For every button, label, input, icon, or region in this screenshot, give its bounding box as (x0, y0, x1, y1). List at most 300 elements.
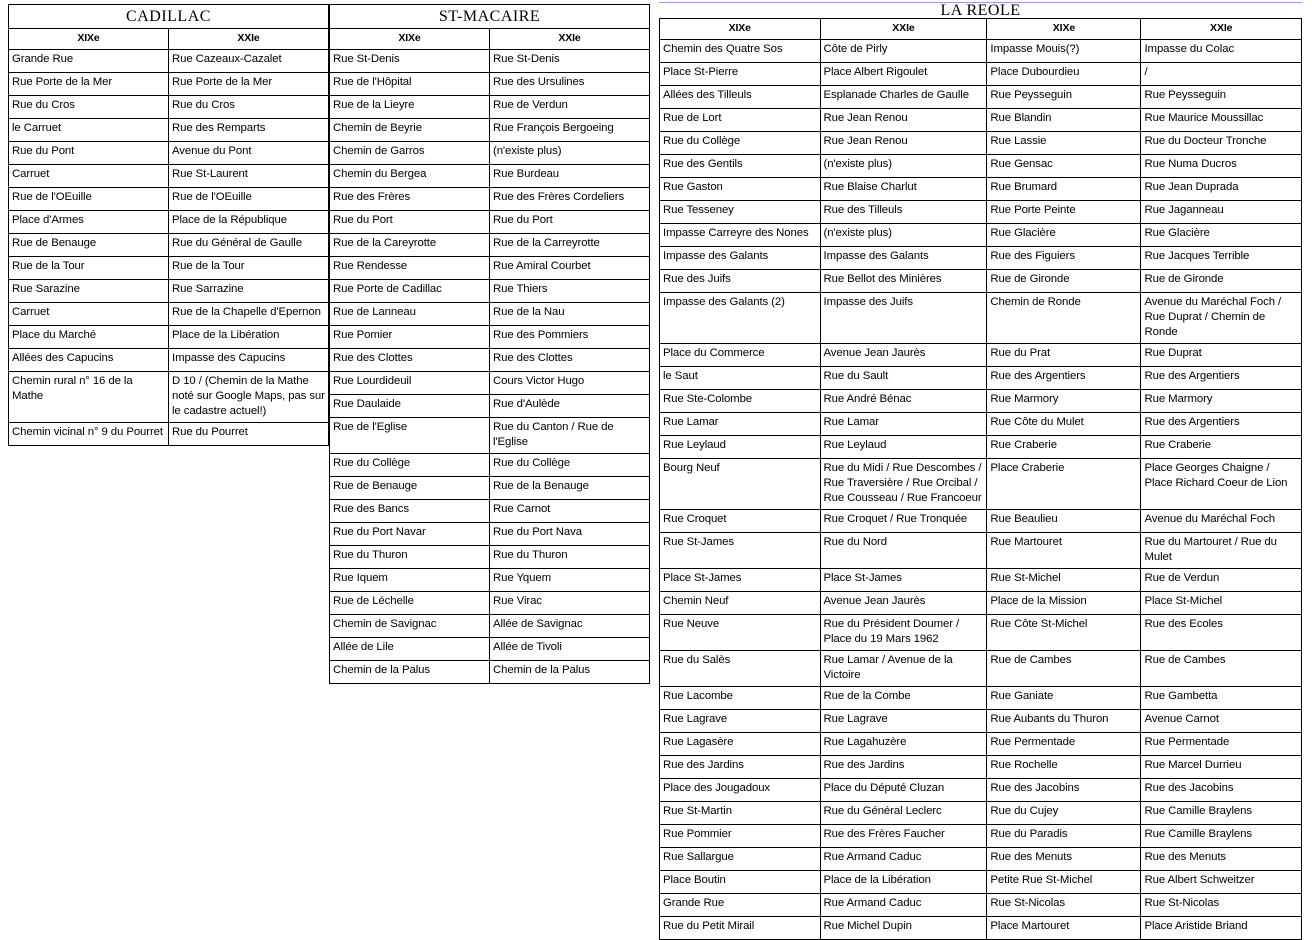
table-cell: Rue Rendesse (330, 257, 490, 280)
table-cell: Rue du Docteur Tronche (1141, 132, 1302, 155)
table-row (330, 349, 650, 372)
table-cell: Rue des Bancs (330, 500, 490, 523)
table-row (330, 395, 650, 418)
table-cell: Place Albert Rigoulet (820, 63, 987, 86)
st-macaire-panel (329, 4, 650, 684)
table-cell: Place Georges Chaigne / Place Richard Coeur de Lion (1141, 459, 1302, 510)
table-cell: Rue du Pont (9, 142, 169, 165)
table-cell: Impasse des Galants (660, 247, 821, 270)
table-cell: Rue Camille Braylens (1141, 802, 1302, 825)
table-cell: Place d'Armes (9, 211, 169, 234)
table-cell: Rue Thiers (490, 280, 650, 303)
table-row (330, 569, 650, 592)
table-cell: Rue du Président Doumer / Place du 19 Mars 1962 (820, 615, 987, 651)
table-cell: Rue des Frères (330, 188, 490, 211)
table-cell: Place de la République (169, 211, 329, 234)
column-header: XXIe (169, 29, 329, 50)
table-cell: Chemin rural n° 16 de la Mathe (9, 372, 169, 423)
table-cell: Rue de la Nau (490, 303, 650, 326)
table-cell: Rue du Général de Gaulle (169, 234, 329, 257)
table-cell: Rue Virac (490, 592, 650, 615)
table-row (9, 326, 329, 349)
table-cell: Rue de la Tour (169, 257, 329, 280)
table-cell: Rue des Menuts (987, 848, 1141, 871)
table-row (330, 50, 650, 73)
table-cell: Rue Peysseguin (1141, 86, 1302, 109)
column-header: XIXe (660, 19, 821, 40)
table-cell: Rue de Léchelle (330, 592, 490, 615)
table-cell: Rue Martouret (987, 533, 1141, 569)
table-cell: Chemin Neuf (660, 592, 821, 615)
table-cell: Rue Aubants du Thuron (987, 710, 1141, 733)
table-cell: Rue de Cambes (1141, 651, 1302, 687)
table-cell: Rue de la Carreyrotte (490, 234, 650, 257)
table-cell: / (1141, 63, 1302, 86)
table-cell: Impasse Carreyre des Nones (660, 224, 821, 247)
table-cell: Rue Cazeaux-Cazalet (169, 50, 329, 73)
table-cell: Rue Croquet (660, 510, 821, 533)
table-cell: Rue Neuve (660, 615, 821, 651)
table-cell: Rue du Collège (660, 132, 821, 155)
table-cell: Rue du Prat (987, 344, 1141, 367)
table-row (330, 326, 650, 349)
table-row (330, 211, 650, 234)
table-cell: Rue François Bergoeing (490, 119, 650, 142)
table-row (330, 119, 650, 142)
table-cell: Place du Commerce (660, 344, 821, 367)
table-row (330, 546, 650, 569)
table-cell: Rue Sarrazine (169, 280, 329, 303)
table-cell: Rue Rochelle (987, 756, 1141, 779)
table-cell: Rue Sallargue (660, 848, 821, 871)
table-cell: Rue Albert Schweitzer (1141, 871, 1302, 894)
table-cell: Chemin de la Palus (490, 661, 650, 684)
table-cell: Rue Permentade (1141, 733, 1302, 756)
table-row (330, 477, 650, 500)
table-cell: Rue du Cros (9, 96, 169, 119)
table-cell: Rue Jacques Terrible (1141, 247, 1302, 270)
table-cell: Rue St-Michel (987, 569, 1141, 592)
table-row (660, 247, 1302, 270)
table-cell: Rue des Frères Cordeliers (490, 188, 650, 211)
table-cell: Rue Permentade (987, 733, 1141, 756)
table-cell: Rue Porte Peinte (987, 201, 1141, 224)
table-cell: Avenue Jean Jaurès (820, 344, 987, 367)
table-row (9, 423, 329, 446)
table-cell: Rue Côte St-Michel (987, 615, 1141, 651)
table-cell: Chemin de Ronde (987, 293, 1141, 344)
cadillac-panel (8, 4, 329, 446)
table-row (330, 372, 650, 395)
table-cell: Place Craberie (987, 459, 1141, 510)
table-cell: Grande Rue (660, 894, 821, 917)
table-cell: Rue de Lanneau (330, 303, 490, 326)
table-cell: Rue Michel Dupin (820, 917, 987, 940)
table-cell: Impasse des Juifs (820, 293, 987, 344)
table-cell: Rue du Martouret / Rue du Mulet (1141, 533, 1302, 569)
table-cell: Rue Armand Caduc (820, 894, 987, 917)
table-cell: Rue Côte du Mulet (987, 413, 1141, 436)
table-cell: Rue Jean Renou (820, 132, 987, 155)
table-cell: Rue Craberie (1141, 436, 1302, 459)
table-row (660, 733, 1302, 756)
table-row (660, 132, 1302, 155)
table-row (660, 201, 1302, 224)
table-cell: Rue de Gironde (987, 270, 1141, 293)
table-cell: Rue de Lort (660, 109, 821, 132)
table-cell: Rue du Paradis (987, 825, 1141, 848)
table-row (660, 390, 1302, 413)
table-cell: Chemin vicinal n° 9 du Pourret (9, 423, 169, 446)
column-header: XXIe (490, 29, 650, 50)
table-cell: Rue de la Careyrotte (330, 234, 490, 257)
table-cell: Rue du Collège (490, 454, 650, 477)
table-cell: Place Martouret (987, 917, 1141, 940)
table-cell: Rue Maurice Moussillac (1141, 109, 1302, 132)
table-cell: Rue Ste-Colombe (660, 390, 821, 413)
table-cell: Avenue du Maréchal Foch / Rue Duprat / Chemin de Ronde (1141, 293, 1302, 344)
table-cell: Rue Gaston (660, 178, 821, 201)
table-cell: Rue Lacombe (660, 687, 821, 710)
table-row (330, 234, 650, 257)
table-row (330, 73, 650, 96)
table-row (660, 436, 1302, 459)
table-row (660, 367, 1302, 390)
table-cell: Rue des Clottes (330, 349, 490, 372)
table-cell: Rue Bellot des Minières (820, 270, 987, 293)
table-row (660, 871, 1302, 894)
table-cell: Rue Numa Ducros (1141, 155, 1302, 178)
table-cell: Place du Marché (9, 326, 169, 349)
table-row (660, 178, 1302, 201)
table-row (9, 119, 329, 142)
table-row (330, 523, 650, 546)
table-cell: Place St-Michel (1141, 592, 1302, 615)
column-header: XIXe (9, 29, 169, 50)
table-cell: Rue du Port (490, 211, 650, 234)
table-cell: Chemin des Quatre Sos (660, 40, 821, 63)
table-cell: Rue Ganiate (987, 687, 1141, 710)
table-cell: Rue de Gironde (1141, 270, 1302, 293)
header-row (660, 19, 1302, 40)
table-cell: Rue Jean Duprada (1141, 178, 1302, 201)
column-header: XXIe (820, 19, 987, 40)
table-row (330, 454, 650, 477)
table-cell: le Carruet (9, 119, 169, 142)
table-cell: le Saut (660, 367, 821, 390)
table-row (660, 687, 1302, 710)
table-cell: Rue St-Nicolas (1141, 894, 1302, 917)
table-cell: Avenue Carnot (1141, 710, 1302, 733)
table-cell: Rue de l'OEuille (169, 188, 329, 211)
table-cell: Place St-James (820, 569, 987, 592)
header-row (330, 29, 650, 50)
table-cell: Rue des Pommiers (490, 326, 650, 349)
table-cell: Rue Gambetta (1141, 687, 1302, 710)
table-cell: Rue Lamar (820, 413, 987, 436)
table-row (330, 638, 650, 661)
table-row (660, 710, 1302, 733)
table-cell: Rue Pommier (660, 825, 821, 848)
table-cell: Rue des Jardins (820, 756, 987, 779)
la-reole-table (659, 18, 1302, 940)
table-cell: Bourg Neuf (660, 459, 821, 510)
table-cell: Rue Sarazine (9, 280, 169, 303)
table-cell: Place de la Libération (169, 326, 329, 349)
table-cell: Impasse des Capucins (169, 349, 329, 372)
table-cell: Rue Burdeau (490, 165, 650, 188)
table-cell: Chemin de la Palus (330, 661, 490, 684)
table-cell: Place de la Mission (987, 592, 1141, 615)
table-cell: Avenue du Maréchal Foch (1141, 510, 1302, 533)
table-cell: Rue Blaise Charlut (820, 178, 987, 201)
st-macaire-title: ST-MACAIRE (329, 4, 650, 28)
table-cell: Avenue du Pont (169, 142, 329, 165)
table-cell: Rue Glacière (1141, 224, 1302, 247)
table-row (330, 257, 650, 280)
table-cell: Rue Lagrave (820, 710, 987, 733)
table-cell: Rue Amiral Courbet (490, 257, 650, 280)
table-cell: Rue des Tilleuls (820, 201, 987, 224)
table-cell: Rue de l'Hôpital (330, 73, 490, 96)
table-row (660, 569, 1302, 592)
table-cell: Rue St-Denis (490, 50, 650, 73)
table-cell: Rue de la Tour (9, 257, 169, 280)
table-cell: Impasse Mouis(?) (987, 40, 1141, 63)
table-cell: Rue de l'Eglise (330, 418, 490, 454)
table-cell: Avenue Jean Jaurès (820, 592, 987, 615)
table-cell: Rue d'Aulède (490, 395, 650, 418)
table-cell: Rue Lagrave (660, 710, 821, 733)
table-row (330, 188, 650, 211)
table-row (330, 165, 650, 188)
table-row (330, 500, 650, 523)
table-cell: Rue Yquem (490, 569, 650, 592)
table-cell: Rue Pomier (330, 326, 490, 349)
table-cell: Rue des Jardins (660, 756, 821, 779)
table-cell: Rue du Nord (820, 533, 987, 569)
table-cell: Rue du Canton / Rue de l'Eglise (490, 418, 650, 454)
table-cell: Grande Rue (9, 50, 169, 73)
table-cell: Allée de Savignac (490, 615, 650, 638)
table-cell: Rue St-Martin (660, 802, 821, 825)
table-cell: Place Boutin (660, 871, 821, 894)
table-cell: (n'existe plus) (820, 155, 987, 178)
table-row (660, 917, 1302, 940)
table-cell: Chemin du Bergea (330, 165, 490, 188)
table-cell: Esplanade Charles de Gaulle (820, 86, 987, 109)
table-cell: Chemin de Savignac (330, 615, 490, 638)
table-row (660, 109, 1302, 132)
table-cell: Rue de la Benauge (490, 477, 650, 500)
table-cell: (n'existe plus) (820, 224, 987, 247)
table-cell: Rue des Jacobins (1141, 779, 1302, 802)
table-cell: Rue Marmory (1141, 390, 1302, 413)
table-row (660, 413, 1302, 436)
table-cell: Rue Daulaide (330, 395, 490, 418)
table-row (660, 40, 1302, 63)
table-row (9, 73, 329, 96)
table-cell: Rue Camille Braylens (1141, 825, 1302, 848)
table-cell: (n'existe plus) (490, 142, 650, 165)
table-row (660, 63, 1302, 86)
table-cell: Rue des Menuts (1141, 848, 1302, 871)
table-cell: Rue Beaulieu (987, 510, 1141, 533)
table-row (660, 293, 1302, 344)
table-row (660, 894, 1302, 917)
table-cell: Rue des Argentiers (987, 367, 1141, 390)
table-cell: Rue Marcel Durrieu (1141, 756, 1302, 779)
table-row (330, 661, 650, 684)
table-row (660, 802, 1302, 825)
table-row (660, 533, 1302, 569)
table-cell: Rue St-Nicolas (987, 894, 1141, 917)
table-cell: Carruet (9, 165, 169, 188)
table-cell: Rue de la Chapelle d'Epernon (169, 303, 329, 326)
la-reole-panel (659, 2, 1302, 940)
table-cell: Rue Jaganneau (1141, 201, 1302, 224)
table-cell: Côte de Pirly (820, 40, 987, 63)
table-cell: Rue Peysseguin (987, 86, 1141, 109)
table-cell: Rue Duprat (1141, 344, 1302, 367)
table-row (660, 779, 1302, 802)
table-row (660, 224, 1302, 247)
table-cell: Rue Craberie (987, 436, 1141, 459)
table-row (660, 86, 1302, 109)
table-row (330, 96, 650, 119)
table-cell: Place Dubourdieu (987, 63, 1141, 86)
table-row (660, 825, 1302, 848)
table-cell: Rue du Cujey (987, 802, 1141, 825)
table-row (9, 165, 329, 188)
table-cell: Rue des Remparts (169, 119, 329, 142)
table-cell: Impasse des Galants (820, 247, 987, 270)
table-cell: Rue Lagahuzère (820, 733, 987, 756)
cadillac-table (8, 28, 329, 446)
table-cell: Rue du Port Nava (490, 523, 650, 546)
table-cell: Rue du Thuron (330, 546, 490, 569)
table-cell: Rue de l'OEuille (9, 188, 169, 211)
table-cell: Rue de la Lieyre (330, 96, 490, 119)
table-row (660, 615, 1302, 651)
table-cell: Rue des Clottes (490, 349, 650, 372)
table-cell: Rue des Ursulines (490, 73, 650, 96)
table-row (330, 142, 650, 165)
table-cell: Rue des Juifs (660, 270, 821, 293)
table-cell: Rue St-James (660, 533, 821, 569)
table-row (9, 142, 329, 165)
table-row (330, 615, 650, 638)
table-cell: Rue du Port (330, 211, 490, 234)
table-row (9, 303, 329, 326)
table-row (660, 848, 1302, 871)
table-row (9, 96, 329, 119)
table-row (9, 349, 329, 372)
table-cell: Rue Lamar / Avenue de la Victoire (820, 651, 987, 687)
table-row (660, 592, 1302, 615)
table-cell: Rue Blandin (987, 109, 1141, 132)
table-row (660, 155, 1302, 178)
table-row (660, 344, 1302, 367)
table-cell: Chemin de Beyrie (330, 119, 490, 142)
table-row (330, 303, 650, 326)
table-cell: Rue Porte de la Mer (9, 73, 169, 96)
table-cell: Rue de Verdun (490, 96, 650, 119)
table-cell: Rue St-Denis (330, 50, 490, 73)
table-cell: Allées des Capucins (9, 349, 169, 372)
table-cell: Rue de Benauge (9, 234, 169, 257)
table-row (9, 50, 329, 73)
table-cell: D 10 / (Chemin de la Mathe noté sur Google Maps, pas sur le cadastre actuel!) (169, 372, 329, 423)
table-cell: Rue St-Laurent (169, 165, 329, 188)
la-reole-title: LA REOLE (659, 2, 1302, 18)
table-cell: Rue Iquem (330, 569, 490, 592)
table-row (9, 280, 329, 303)
table-row (660, 756, 1302, 779)
table-cell: Carruet (9, 303, 169, 326)
table-row (9, 188, 329, 211)
table-cell: Rue Gensac (987, 155, 1141, 178)
table-cell: Rue des Argentiers (1141, 367, 1302, 390)
table-cell: Rue du Midi / Rue Descombes / Rue Traversière / Rue Orcibal / Rue Cousseau / Rue Francoeur (820, 459, 987, 510)
column-header: XIXe (987, 19, 1141, 40)
table-cell: Rue Lagasère (660, 733, 821, 756)
table-cell: Rue Leylaud (820, 436, 987, 459)
table-row (660, 459, 1302, 510)
header-row (9, 29, 329, 50)
table-cell: Rue du Sault (820, 367, 987, 390)
table-cell: Impasse des Galants (2) (660, 293, 821, 344)
table-row (660, 510, 1302, 533)
table-cell: Rue Croquet / Rue Tronquée (820, 510, 987, 533)
table-cell: Rue de Verdun (1141, 569, 1302, 592)
table-cell: Rue du Collège (330, 454, 490, 477)
table-cell: Place des Jougadoux (660, 779, 821, 802)
table-cell: Rue Leylaud (660, 436, 821, 459)
table-cell: Chemin de Garros (330, 142, 490, 165)
table-cell: Rue du Port Navar (330, 523, 490, 546)
table-cell: Rue Lamar (660, 413, 821, 436)
table-cell: Rue de Cambes (987, 651, 1141, 687)
table-cell: Rue Brumard (987, 178, 1141, 201)
column-header: XIXe (330, 29, 490, 50)
table-cell: Rue Glacière (987, 224, 1141, 247)
table-cell: Rue de Benauge (330, 477, 490, 500)
table-cell: Cours Victor Hugo (490, 372, 650, 395)
table-cell: Rue du Salès (660, 651, 821, 687)
table-cell: Rue Porte de la Mer (169, 73, 329, 96)
table-row (330, 592, 650, 615)
table-row (9, 211, 329, 234)
table-cell: Rue des Ecoles (1141, 615, 1302, 651)
table-row (9, 372, 329, 423)
table-cell: Rue Armand Caduc (820, 848, 987, 871)
table-cell: Rue des Frères Faucher (820, 825, 987, 848)
cadillac-title: CADILLAC (8, 4, 329, 28)
table-cell: Impasse du Colac (1141, 40, 1302, 63)
column-header: XXIe (1141, 19, 1302, 40)
table-row (660, 270, 1302, 293)
table-cell: Place St-James (660, 569, 821, 592)
table-cell: Allée de Lile (330, 638, 490, 661)
table-row (330, 280, 650, 303)
table-cell: Place St-Pierre (660, 63, 821, 86)
table-cell: Rue du Cros (169, 96, 329, 119)
table-cell: Allée de Tivoli (490, 638, 650, 661)
table-row (660, 651, 1302, 687)
table-cell: Place Aristide Briand (1141, 917, 1302, 940)
table-cell: Rue Marmory (987, 390, 1141, 413)
